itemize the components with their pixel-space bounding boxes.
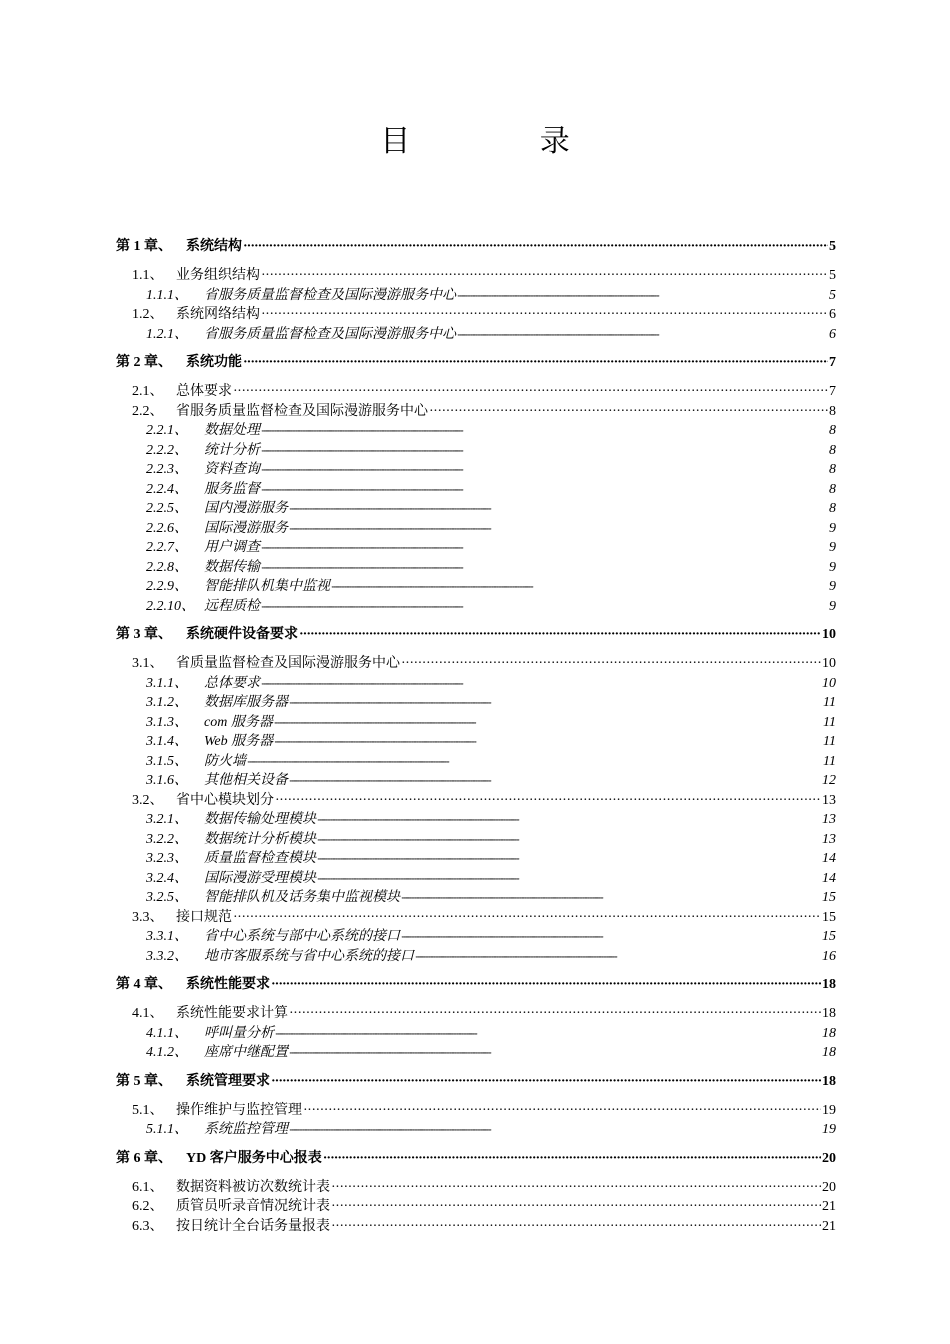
toc-entry-page: 6 bbox=[829, 307, 836, 322]
toc-entry-page: 14 bbox=[822, 851, 836, 866]
toc-leader-dots bbox=[457, 291, 828, 301]
toc-entry-page: 6 bbox=[829, 326, 836, 342]
toc-entry[interactable] bbox=[116, 847, 836, 867]
toc-entry[interactable] bbox=[116, 886, 836, 906]
toc-entry[interactable] bbox=[116, 828, 836, 848]
toc-entry[interactable] bbox=[116, 945, 836, 965]
toc-entry-page: 14 bbox=[822, 870, 836, 886]
toc-entry[interactable] bbox=[116, 808, 836, 828]
toc-entry-number: 1.1、 bbox=[132, 268, 164, 283]
toc-leader-dots bbox=[401, 656, 821, 672]
toc-entry[interactable] bbox=[116, 556, 836, 576]
toc-entry-page: 13 bbox=[822, 792, 836, 808]
toc-entry-label: 系统性能要求 bbox=[186, 977, 270, 992]
toc-entry-number: 2.2.7、 bbox=[146, 540, 188, 555]
toc-entry[interactable] bbox=[116, 478, 836, 498]
toc-entry[interactable] bbox=[116, 691, 836, 711]
toc-entry[interactable] bbox=[116, 575, 836, 595]
toc-entry-label: 数据统计分析模块 bbox=[204, 831, 316, 847]
toc-entry-number: 2.2.2、 bbox=[146, 442, 188, 458]
toc-entry-number: 2.2.4、 bbox=[146, 481, 188, 497]
toc-leader-dots bbox=[299, 627, 821, 643]
toc-entry-label: 智能排队机集中监视 bbox=[204, 579, 330, 594]
toc-leader-dots bbox=[243, 239, 828, 255]
toc-entry[interactable] bbox=[116, 1147, 836, 1167]
toc-leader-dots bbox=[429, 404, 828, 420]
toc-entry-page: 9 bbox=[829, 598, 836, 614]
toc-entry[interactable] bbox=[116, 595, 836, 615]
toc-entry[interactable] bbox=[116, 1176, 836, 1196]
toc-entry-number: 1.2、 bbox=[132, 307, 164, 322]
toc-leader-dots bbox=[271, 1074, 821, 1090]
toc-leader-dots bbox=[261, 602, 828, 612]
toc-leader-dots bbox=[261, 679, 821, 689]
toc-entry-label: 系统功能 bbox=[186, 355, 242, 370]
toc-entry-page: 7 bbox=[829, 355, 836, 370]
toc-leader-dots bbox=[289, 1006, 821, 1022]
toc-entry[interactable] bbox=[116, 536, 836, 556]
toc-entry-page: 10 bbox=[822, 675, 836, 691]
toc-entry-number: 3.1.4、 bbox=[146, 734, 188, 749]
toc-entry[interactable] bbox=[116, 380, 836, 400]
toc-entry-label: 国内漫游服务 bbox=[204, 501, 288, 516]
toc-leader-dots bbox=[289, 504, 828, 514]
toc-entry-label: 服务监督 bbox=[204, 481, 260, 497]
toc-leader-dots bbox=[261, 307, 828, 323]
toc-entry-number: 1.1.1、 bbox=[146, 287, 188, 303]
toc-entry-page: 19 bbox=[822, 1102, 836, 1118]
toc-entry-label: com 服务器 bbox=[204, 714, 273, 730]
toc-entry-label: 资料查询 bbox=[204, 462, 260, 477]
toc-entry-label: 智能排队机及话务集中监视模块 bbox=[204, 890, 400, 905]
toc-entry-number: 3.1.2、 bbox=[146, 695, 188, 710]
toc-entry-label: 防火墙 bbox=[204, 753, 246, 769]
toc-entry-page: 15 bbox=[822, 909, 836, 925]
toc-entry-number: 第 6 章、 bbox=[116, 1150, 172, 1166]
toc-entry-label: 总体要求 bbox=[204, 675, 260, 691]
toc-entry-number: 2.2.5、 bbox=[146, 501, 188, 516]
toc-leader-dots bbox=[317, 835, 821, 845]
toc-entry-number: 2.2.1、 bbox=[146, 423, 188, 438]
toc-entry[interactable] bbox=[116, 303, 836, 323]
toc-leader-dots bbox=[289, 1048, 821, 1058]
toc-entry-number: 4.1.2、 bbox=[146, 1045, 188, 1060]
toc-leader-dots bbox=[247, 757, 822, 767]
toc-entry-page: 18 bbox=[822, 1073, 836, 1089]
toc-entry[interactable] bbox=[116, 623, 836, 643]
toc-entry-number: 3.1.6、 bbox=[146, 773, 188, 788]
toc-leader-dots bbox=[275, 793, 821, 809]
toc-entry-label: 数据库服务器 bbox=[204, 695, 288, 710]
toc-entry-label: 业务组织结构 bbox=[176, 268, 260, 283]
toc-entry-page: 8 bbox=[829, 462, 836, 477]
toc-entry-page: 16 bbox=[822, 948, 836, 964]
toc-entry-number: 2.2.3、 bbox=[146, 462, 188, 477]
toc-entry-label: 省服务质量监督检查及国际漫游服务中心 bbox=[176, 403, 428, 419]
toc-entry-number: 2.2.10、 bbox=[146, 598, 195, 614]
toc-leader-dots bbox=[243, 355, 828, 371]
toc-entry[interactable] bbox=[116, 1099, 836, 1119]
toc-entry[interactable] bbox=[116, 730, 836, 750]
toc-entry-page: 5 bbox=[829, 287, 836, 303]
toc-entry-label: 系统监控管理 bbox=[204, 1122, 288, 1137]
toc-entry-label: 质量监督检查模块 bbox=[204, 851, 316, 866]
toc-entry-label: 用户调查 bbox=[204, 540, 260, 555]
toc-entry-label: 省服务质量监督检查及国际漫游服务中心 bbox=[204, 326, 456, 342]
toc-entry[interactable] bbox=[116, 867, 836, 887]
toc-leader-dots bbox=[233, 384, 828, 400]
toc-leader-dots bbox=[289, 1125, 821, 1135]
toc-leader-dots bbox=[289, 698, 822, 708]
toc-leader-dots bbox=[261, 426, 828, 436]
toc-entry-label: 地市客服系统与省中心系统的接口 bbox=[204, 948, 414, 964]
toc-leader-dots bbox=[261, 543, 828, 553]
table-of-contents bbox=[116, 226, 836, 1234]
toc-leader-dots bbox=[317, 815, 821, 825]
toc-entry-label: 按日统计全台话务量报表 bbox=[176, 1218, 330, 1234]
toc-entry[interactable] bbox=[116, 789, 836, 809]
toc-entry-number: 4.1、 bbox=[132, 1006, 164, 1021]
toc-entry-page: 18 bbox=[822, 1045, 836, 1060]
toc-entry-number: 3.2.4、 bbox=[146, 870, 188, 886]
toc-leader-dots bbox=[261, 446, 828, 456]
toc-entry-number: 2.2.9、 bbox=[146, 579, 188, 594]
toc-entry-page: 18 bbox=[822, 1006, 836, 1021]
toc-leader-dots bbox=[275, 1029, 821, 1039]
toc-leader-dots bbox=[261, 268, 828, 284]
toc-entry-label: 省中心系统与部中心系统的接口 bbox=[204, 929, 400, 944]
toc-entry-label: 质管员听录音情况统计表 bbox=[176, 1199, 330, 1214]
toc-entry-page: 21 bbox=[822, 1218, 836, 1234]
toc-leader-dots bbox=[233, 910, 821, 926]
toc-entry-page: 20 bbox=[822, 1150, 836, 1166]
toc-leader-dots bbox=[331, 1219, 821, 1235]
toc-entry-label: Web 服务器 bbox=[204, 734, 274, 749]
toc-entry-number: 2.2、 bbox=[132, 403, 164, 419]
toc-entry[interactable] bbox=[116, 517, 836, 537]
toc-entry-label: 呼叫量分析 bbox=[204, 1025, 274, 1041]
toc-entry-label: 系统管理要求 bbox=[186, 1073, 270, 1089]
toc-entry[interactable] bbox=[116, 439, 836, 459]
toc-entry-page: 5 bbox=[829, 239, 836, 254]
toc-entry-number: 3.2.5、 bbox=[146, 890, 188, 905]
toc-entry-page: 7 bbox=[829, 384, 836, 399]
toc-leader-dots bbox=[317, 874, 821, 884]
toc-entry-page: 11 bbox=[823, 695, 836, 710]
toc-entry-page: 8 bbox=[829, 481, 836, 497]
toc-entry-label: YD 客户服务中心报表 bbox=[186, 1150, 322, 1166]
toc-entry-page: 5 bbox=[829, 268, 836, 283]
toc-entry[interactable] bbox=[116, 925, 836, 945]
toc-entry-label: 数据传输 bbox=[204, 559, 260, 575]
toc-leader-dots bbox=[331, 582, 828, 592]
toc-entry-label: 数据资料被访次数统计表 bbox=[176, 1179, 330, 1195]
toc-entry-label: 其他相关设备 bbox=[204, 773, 288, 788]
toc-leader-dots bbox=[331, 1199, 821, 1215]
toc-leader-dots bbox=[415, 952, 821, 962]
toc-entry-label: 数据处理 bbox=[204, 423, 260, 438]
toc-entry-label: 远程质检 bbox=[204, 598, 260, 614]
toc-entry[interactable] bbox=[116, 672, 836, 692]
toc-entry-page: 10 bbox=[822, 627, 836, 642]
toc-entry-label: 国际漫游服务 bbox=[204, 520, 288, 536]
page-title: 目 录 bbox=[380, 124, 630, 159]
toc-entry[interactable] bbox=[116, 264, 836, 284]
toc-entry-number: 3.1.1、 bbox=[146, 675, 188, 691]
toc-entry[interactable] bbox=[116, 351, 836, 371]
toc-leader-dots bbox=[261, 465, 828, 475]
toc-entry-page: 13 bbox=[822, 831, 836, 847]
toc-leader-dots bbox=[289, 776, 821, 786]
toc-leader-dots bbox=[317, 854, 821, 864]
toc-entry-label: 操作维护与监控管理 bbox=[176, 1102, 302, 1118]
toc-entry[interactable] bbox=[116, 400, 836, 420]
toc-entry-label: 省中心模块划分 bbox=[176, 792, 274, 808]
toc-entry[interactable] bbox=[116, 1118, 836, 1138]
toc-entry-number: 第 1 章、 bbox=[116, 239, 172, 254]
toc-entry-page: 11 bbox=[823, 714, 836, 730]
toc-entry[interactable] bbox=[116, 973, 836, 993]
toc-leader-dots bbox=[261, 485, 828, 495]
toc-entry-label: 接口规范 bbox=[176, 909, 232, 925]
toc-entry-page: 18 bbox=[822, 1025, 836, 1041]
toc-entry-number: 3.1、 bbox=[132, 656, 164, 671]
toc-entry-number: 3.3、 bbox=[132, 909, 164, 925]
toc-entry[interactable] bbox=[116, 1070, 836, 1090]
toc-entry-number: 2.2.8、 bbox=[146, 559, 188, 575]
toc-entry[interactable] bbox=[116, 1022, 836, 1042]
toc-entry-page: 10 bbox=[822, 656, 836, 671]
toc-entry-number: 第 4 章、 bbox=[116, 977, 172, 992]
toc-entry[interactable] bbox=[116, 769, 836, 789]
toc-entry-page: 11 bbox=[823, 734, 836, 749]
toc-entry-number: 1.2.1、 bbox=[146, 326, 188, 342]
toc-entry-number: 第 5 章、 bbox=[116, 1073, 172, 1089]
toc-entry[interactable] bbox=[116, 711, 836, 731]
toc-entry[interactable] bbox=[116, 497, 836, 517]
toc-entry-page: 12 bbox=[822, 773, 836, 788]
toc-entry-number: 3.2.3、 bbox=[146, 851, 188, 866]
toc-entry[interactable] bbox=[116, 235, 836, 255]
toc-entry-label: 系统硬件设备要求 bbox=[186, 627, 298, 642]
toc-entry-number: 5.1、 bbox=[132, 1102, 164, 1118]
toc-entry-page: 21 bbox=[822, 1199, 836, 1214]
toc-entry-number: 2.2.6、 bbox=[146, 520, 188, 536]
toc-leader-dots bbox=[401, 932, 821, 942]
toc-entry-label: 统计分析 bbox=[204, 442, 260, 458]
toc-entry-number: 3.1.5、 bbox=[146, 753, 188, 769]
toc-entry-label: 座席中继配置 bbox=[204, 1045, 288, 1060]
toc-entry-number: 3.2.1、 bbox=[146, 812, 188, 827]
toc-entry[interactable] bbox=[116, 750, 836, 770]
toc-leader-dots bbox=[274, 737, 822, 747]
toc-entry-page: 20 bbox=[822, 1179, 836, 1195]
toc-entry-number: 3.2、 bbox=[132, 792, 164, 808]
toc-entry-label: 系统网络结构 bbox=[176, 307, 260, 322]
toc-entry-number: 3.1.3、 bbox=[146, 714, 188, 730]
toc-entry[interactable] bbox=[116, 458, 836, 478]
toc-entry-number: 第 2 章、 bbox=[116, 355, 172, 370]
toc-entry-page: 9 bbox=[829, 579, 836, 594]
toc-entry[interactable] bbox=[116, 906, 836, 926]
toc-entry-number: 6.1、 bbox=[132, 1179, 164, 1195]
toc-entry-page: 18 bbox=[822, 977, 836, 992]
toc-entry-label: 省质量监督检查及国际漫游服务中心 bbox=[176, 656, 400, 671]
toc-entry-page: 15 bbox=[822, 890, 836, 905]
toc-entry-page: 8 bbox=[829, 501, 836, 516]
toc-entry-page: 13 bbox=[822, 812, 836, 827]
toc-entry-number: 3.3.2、 bbox=[146, 948, 188, 964]
toc-entry-number: 3.2.2、 bbox=[146, 831, 188, 847]
toc-leader-dots bbox=[331, 1180, 821, 1196]
toc-entry-label: 系统性能要求计算 bbox=[176, 1006, 288, 1021]
toc-entry-page: 8 bbox=[829, 442, 836, 458]
toc-leader-dots bbox=[457, 330, 828, 340]
toc-leader-dots bbox=[323, 1151, 821, 1167]
toc-leader-dots bbox=[289, 524, 828, 534]
toc-entry-label: 国际漫游受理模块 bbox=[204, 870, 316, 886]
toc-entry[interactable] bbox=[116, 323, 836, 343]
toc-entry[interactable] bbox=[116, 1215, 836, 1235]
toc-entry[interactable] bbox=[116, 652, 836, 672]
toc-entry-number: 第 3 章、 bbox=[116, 627, 172, 642]
toc-entry-page: 11 bbox=[823, 753, 836, 769]
toc-entry-page: 19 bbox=[822, 1122, 836, 1137]
toc-entry-label: 数据传输处理模块 bbox=[204, 812, 316, 827]
toc-entry-page: 8 bbox=[829, 423, 836, 438]
toc-entry-page: 8 bbox=[829, 403, 836, 419]
toc-entry-page: 9 bbox=[829, 559, 836, 575]
toc-leader-dots bbox=[261, 563, 828, 573]
toc-entry[interactable] bbox=[116, 1041, 836, 1061]
toc-entry-number: 6.3、 bbox=[132, 1218, 164, 1234]
toc-leader-dots bbox=[274, 718, 822, 728]
toc-entry[interactable] bbox=[116, 1195, 836, 1215]
toc-entry-label: 系统结构 bbox=[186, 239, 242, 254]
toc-entry-number: 4.1.1、 bbox=[146, 1025, 188, 1041]
toc-leader-dots bbox=[401, 893, 821, 903]
toc-entry-number: 5.1.1、 bbox=[146, 1122, 188, 1137]
toc-entry-label: 省服务质量监督检查及国际漫游服务中心 bbox=[204, 287, 456, 303]
toc-entry-page: 9 bbox=[829, 540, 836, 555]
toc-entry-number: 3.3.1、 bbox=[146, 929, 188, 944]
toc-entry-page: 9 bbox=[829, 520, 836, 536]
toc-entry-number: 6.2、 bbox=[132, 1199, 164, 1214]
toc-entry[interactable] bbox=[116, 1002, 836, 1022]
toc-entry[interactable] bbox=[116, 284, 836, 304]
toc-leader-dots bbox=[271, 977, 821, 993]
toc-entry[interactable] bbox=[116, 419, 836, 439]
toc-leader-dots bbox=[303, 1103, 821, 1119]
toc-entry-label: 总体要求 bbox=[176, 384, 232, 399]
toc-entry-number: 2.1、 bbox=[132, 384, 164, 399]
toc-entry-page: 15 bbox=[822, 929, 836, 944]
